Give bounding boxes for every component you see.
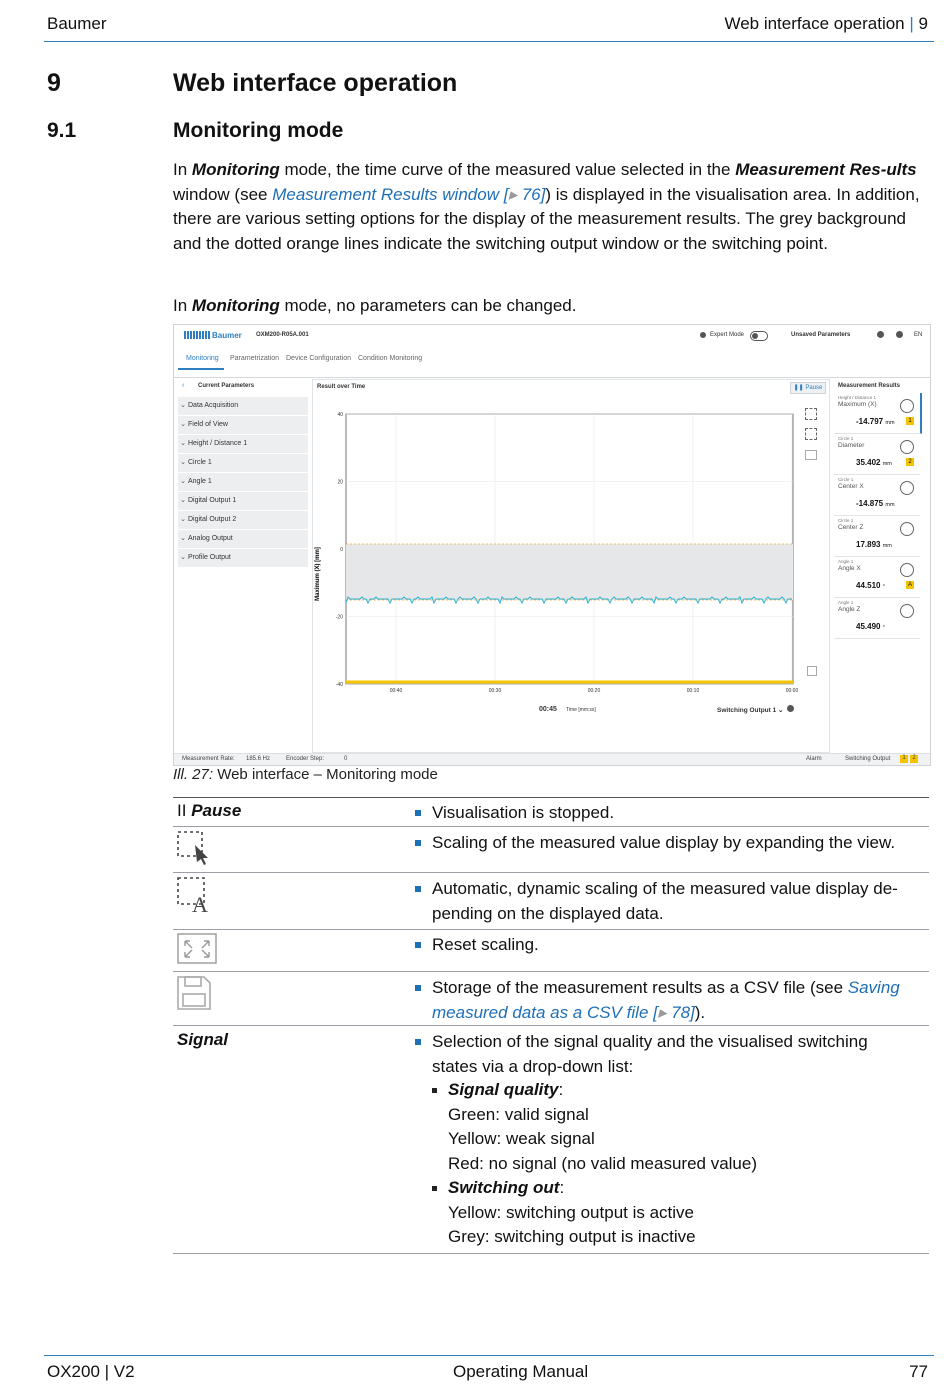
tab-monitoring[interactable]: Monitoring (186, 355, 219, 362)
so-line: Yellow: switching output is active (448, 1203, 695, 1222)
expert-mode-label: Expert Mode (710, 332, 745, 338)
figure-caption: Ill. 27: Web interface – Monitoring mode (173, 766, 438, 783)
x-tick-label: 00:40 (389, 688, 403, 694)
result-group: Height / Distance 1 (838, 395, 877, 400)
result-card[interactable] (834, 434, 920, 475)
result-card[interactable] (834, 557, 920, 598)
info-icon (700, 332, 706, 338)
results-panel (834, 379, 926, 751)
result-name: Center Z (838, 524, 864, 531)
switching-output-1-badge: 1 (900, 755, 908, 763)
result-value: -14.875 mm (856, 499, 895, 508)
table-rule (173, 1253, 929, 1254)
measure-icon (900, 563, 914, 577)
x-tick-label: 00:00 (785, 688, 799, 694)
result-group: Circle 1 (838, 477, 854, 482)
bullet-icon (415, 810, 421, 816)
footer-rule (44, 1355, 934, 1356)
sidebar-title: Current Parameters (198, 383, 255, 389)
auto-scale-icon (177, 877, 211, 913)
table-rule (173, 797, 929, 798)
bullet-icon (415, 985, 421, 991)
active-tab-indicator (178, 368, 224, 370)
result-badge: 1 (906, 417, 914, 425)
measurement-results-link[interactable]: Measurement Results window [▸ 76] (272, 184, 546, 204)
alarm-label: Alarm (806, 756, 822, 762)
chevron-down-icon: ⌄ (180, 478, 186, 485)
switching-output-select[interactable]: Switching Output 1 ⌄ (717, 707, 784, 714)
info-icon (787, 705, 794, 712)
time-label: Time [mm:ss] (566, 707, 596, 713)
web-interface-screenshot (173, 324, 931, 766)
measure-icon (900, 522, 914, 536)
so-line: Grey: switching output is inactive (448, 1227, 696, 1246)
app-topbar (174, 325, 930, 348)
switching-out-title: Switching out: (448, 1178, 565, 1197)
header-rule (44, 41, 934, 42)
measure-icon (900, 440, 914, 454)
svg-text:A: A (192, 892, 208, 913)
tab-bar (174, 347, 930, 378)
signal-quality-title: Signal quality: (448, 1080, 564, 1099)
measure-icon (900, 604, 914, 618)
rate-label: Measurement Rate: (182, 756, 235, 762)
sq-line: Yellow: weak signal (448, 1129, 595, 1148)
auto-scale-icon[interactable] (805, 428, 817, 440)
result-value: 17.893 mm (856, 540, 892, 549)
pause-label: II Pause (177, 801, 242, 820)
brand-name: Baumer (212, 331, 242, 340)
chevron-down-icon: ⌄ (180, 459, 186, 466)
result-group: Angle 1 (838, 600, 854, 605)
table-rule (173, 929, 929, 930)
results-title: Measurement Results (838, 383, 901, 389)
header-sep: | (909, 14, 914, 33)
sq-line: Red: no signal (no valid measured value) (448, 1154, 758, 1173)
sub-bullet-icon (432, 1088, 437, 1093)
result-name: Angle X (838, 565, 861, 572)
autoscale-desc: Automatic, dynamic scaling of the measured value display de-pending on the displayed data. (432, 879, 898, 923)
result-badge: A (907, 582, 912, 588)
footer-product: OX200 | V2 (47, 1362, 135, 1381)
result-name: Angle Z (838, 606, 861, 613)
result-group: Circle 1 (838, 518, 854, 523)
reset-scale-icon[interactable] (805, 450, 817, 460)
header-chapter-num: 9 (918, 14, 928, 33)
footer-doc-type: Operating Manual (453, 1362, 589, 1381)
chevron-down-icon: ⌄ (180, 554, 186, 561)
y-tick-label: 40 (337, 412, 343, 418)
sidebar-item[interactable]: ⌄ Profile Output (178, 549, 308, 567)
result-value: 45.490 ° (856, 622, 885, 631)
help-icon[interactable] (896, 331, 903, 338)
subsection-title: Monitoring mode (173, 119, 344, 142)
table-rule (173, 1025, 929, 1026)
signal-desc: Selection of the signal quality and the visualised switching states via a drop-down list: (432, 1032, 868, 1076)
save-csv-icon[interactable] (807, 666, 817, 676)
result-card[interactable] (834, 475, 920, 516)
language-select[interactable]: EN (914, 332, 923, 338)
sq-line: Green: valid signal (448, 1105, 589, 1124)
bullet-icon (415, 1039, 421, 1045)
sidebar-item[interactable]: ⌄ Circle 1 (178, 454, 308, 472)
zoom-select-icon[interactable] (805, 408, 817, 420)
encoder-label: Encoder Step: (286, 756, 325, 762)
sidebar-item[interactable]: ⌄ Height / Distance 1 (178, 435, 308, 453)
encoder-value: 0 (344, 756, 348, 762)
note-paragraph: In Monitoring mode, no parameters can be changed. (173, 296, 577, 315)
result-group: Circle 1 (838, 436, 854, 441)
result-card[interactable] (834, 516, 920, 557)
result-name: Maximum (X) (838, 401, 877, 408)
chevron-down-icon: ⌄ (180, 516, 186, 523)
x-tick-label: 00:20 (587, 688, 601, 694)
sidebar-item[interactable]: ⌄ Digital Output 2 (178, 511, 308, 529)
refresh-icon[interactable] (877, 331, 884, 338)
bullet-icon (415, 886, 421, 892)
pause-button[interactable]: ❚❚ Pause (790, 382, 826, 394)
y-tick-label: -20 (335, 614, 343, 621)
csv-link[interactable]: Saving measured data as a CSV file [▸ 78] (432, 978, 900, 1022)
save-csv-icon (177, 976, 211, 1010)
y-tick-label: 0 (340, 547, 343, 553)
status-bar (174, 753, 930, 766)
baumer-logo-icon (184, 331, 210, 339)
zoom-select-icon (177, 831, 211, 865)
sub-bullet-icon (432, 1186, 437, 1191)
bullet-icon (415, 840, 421, 846)
chevron-down-icon: ⌄ (180, 535, 186, 542)
result-badge: 2 (906, 458, 914, 466)
device-name: OXM200-R05A.001 (256, 332, 309, 338)
parameters-sidebar (178, 379, 308, 751)
header-brand: Baumer (47, 14, 107, 33)
reset-desc: Reset scaling. (432, 935, 539, 954)
footer-page-number: 77 (909, 1362, 928, 1381)
result-name: Diameter (838, 442, 865, 449)
tab-condition-monitoring[interactable]: Condition Monitoring (358, 355, 423, 362)
sidebar-item[interactable]: ⌄ Data Acquisition (178, 397, 308, 415)
collapse-icon[interactable]: ‹ (182, 382, 185, 389)
time-chart (313, 394, 829, 750)
csv-desc: Storage of the measurement results as a CSV file (see Saving measured data as a CSV file [▸ 78]). (432, 978, 900, 1022)
sidebar-item[interactable]: ⌄ Angle 1 (178, 473, 308, 491)
result-value: 35.402 mm (856, 458, 892, 467)
y-tick-label: -40 (335, 682, 343, 688)
switching-output-label: Switching Output (845, 756, 891, 762)
x-tick-label: 00:30 (488, 688, 502, 694)
table-rule (173, 826, 929, 827)
x-tick-label: 00:10 (686, 688, 700, 694)
intro-paragraph: In Monitoring mode, the time curve of the measured value selected in the Measurement Res-ults window (see Measurement Results window [▸ 76]) is displayed in the visualisation area. In addition, there are various setting options for the display of the measurement results. The grey background and the dotted orange lines indicate the switching output window or the switching point. (173, 160, 920, 253)
reset-scale-icon (177, 933, 217, 965)
section-title: Web interface operation (173, 69, 458, 97)
y-tick-label: 20 (337, 479, 343, 486)
chart-panel (312, 379, 830, 753)
measure-icon (900, 399, 914, 413)
y-axis-label: Maximum (X) [mm] (315, 547, 321, 601)
switching-output-2-badge: 2 (910, 755, 918, 763)
unsaved-params-dropdown[interactable]: Unsaved Parameters (791, 332, 851, 338)
result-value: -14.797 mm (856, 417, 895, 426)
time-value: 00:45 (539, 706, 557, 713)
section-number: 9 (47, 69, 61, 97)
tab-device-configuration[interactable]: Device Configuration (286, 355, 351, 362)
table-rule (173, 872, 929, 873)
sidebar-item[interactable]: ⌄ Digital Output 1 (178, 492, 308, 510)
tab-parametrization[interactable]: Parametrization (230, 355, 280, 362)
rate-value: 185.6 Hz (246, 756, 271, 762)
result-card[interactable] (834, 393, 922, 434)
subsection-number: 9.1 (47, 119, 77, 142)
chevron-down-icon: ⌄ (180, 440, 186, 447)
result-group: Angle 1 (838, 559, 854, 564)
zoom-desc: Scaling of the measured value display by expanding the view. (432, 833, 896, 852)
header-chapter (724, 14, 928, 34)
result-card[interactable] (834, 598, 920, 639)
pause-desc: Visualisation is stopped. (432, 803, 615, 822)
expert-mode-toggle[interactable] (750, 331, 768, 341)
sidebar-item[interactable]: ⌄ Field of View (178, 416, 308, 434)
switching-window (346, 544, 793, 600)
bullet-icon (415, 942, 421, 948)
chevron-down-icon: ⌄ (180, 497, 186, 504)
measure-icon (900, 481, 914, 495)
result-value: 44.510 ° (856, 581, 885, 590)
chevron-down-icon: ⌄ (180, 402, 186, 409)
header-chapter-title: Web interface operation (724, 14, 905, 33)
sidebar-item[interactable]: ⌄ Analog Output (178, 530, 308, 548)
table-rule (173, 971, 929, 972)
result-name: Center X (838, 483, 864, 490)
chevron-down-icon: ⌄ (180, 421, 186, 428)
chart-title: Result over Time (317, 384, 366, 390)
signal-label: Signal (177, 1030, 229, 1049)
